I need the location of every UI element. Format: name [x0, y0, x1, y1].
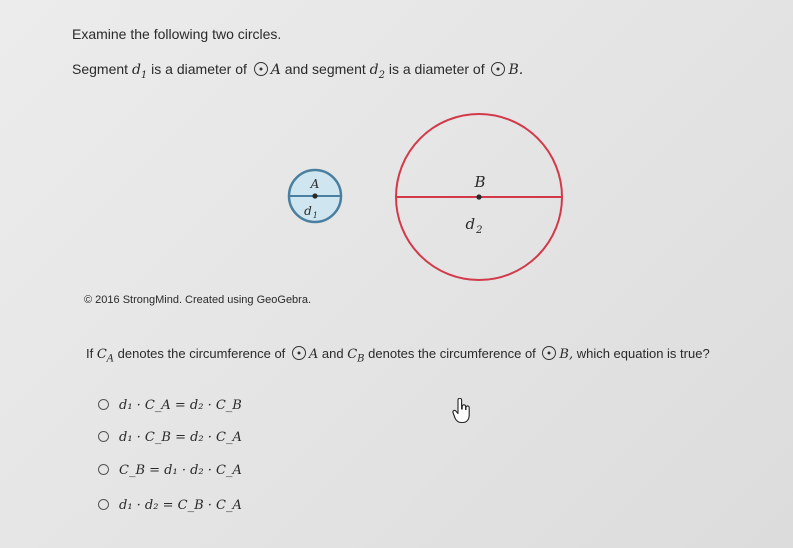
- option-label[interactable]: C_B = d₁ · d₂ · C_A: [119, 463, 242, 478]
- prompt-line-2: [72, 61, 523, 81]
- d2-symbol: $d_2$: [369, 62, 385, 81]
- answer-option-1[interactable]: [98, 396, 242, 414]
- circle-dot-icon: [542, 346, 556, 360]
- geogebra-figure: [270, 105, 580, 290]
- copyright-text: © 2016 StrongMind. Created using GeoGebra.: [84, 294, 312, 306]
- radio-button[interactable]: [98, 431, 109, 442]
- circle-a-label: A: [270, 62, 281, 78]
- answer-option-2[interactable]: [98, 428, 242, 446]
- cb-symbol: $C_B$: [347, 347, 365, 365]
- hand-pointer-icon: [452, 398, 472, 424]
- circle-dot-icon: [491, 62, 505, 76]
- center-point-a: [312, 193, 317, 198]
- center-point-b: [476, 194, 481, 199]
- label-b: B: [474, 173, 486, 191]
- prompt-text: is a diameter of: [384, 61, 489, 77]
- label-d1: $d_1$: [304, 204, 318, 220]
- prompt-text: is a diameter of: [147, 61, 251, 77]
- question-text: If $C_A$ denotes the circumference of A and $C_B$ denotes the circumference of B, which equation is true?: [86, 346, 710, 365]
- option-label[interactable]: d₁ · d₂ = C_B · C_A: [119, 498, 242, 513]
- label-d2: $d_2$: [465, 215, 483, 236]
- answer-option-4[interactable]: [98, 496, 242, 514]
- label-a: A: [310, 177, 320, 191]
- circle-b-label: B.: [508, 62, 524, 78]
- prompt-text: and segment: [280, 61, 370, 77]
- option-label[interactable]: d₁ · C_A = d₂ · C_B: [119, 398, 242, 413]
- prompt-text: Segment: [72, 61, 132, 77]
- answer-option-3[interactable]: [98, 461, 242, 479]
- circle-dot-icon: [292, 346, 306, 360]
- radio-button[interactable]: [98, 399, 109, 410]
- circle-dot-icon: [254, 62, 268, 76]
- radio-button[interactable]: [98, 499, 109, 510]
- prompt-line-1: Examine the following two circles.: [72, 26, 282, 42]
- radio-button[interactable]: [98, 464, 109, 475]
- option-label[interactable]: d₁ · C_B = d₂ · C_A: [119, 430, 242, 445]
- d1-symbol: $d_1$: [131, 62, 148, 81]
- ca-symbol: $C_A$: [96, 347, 115, 365]
